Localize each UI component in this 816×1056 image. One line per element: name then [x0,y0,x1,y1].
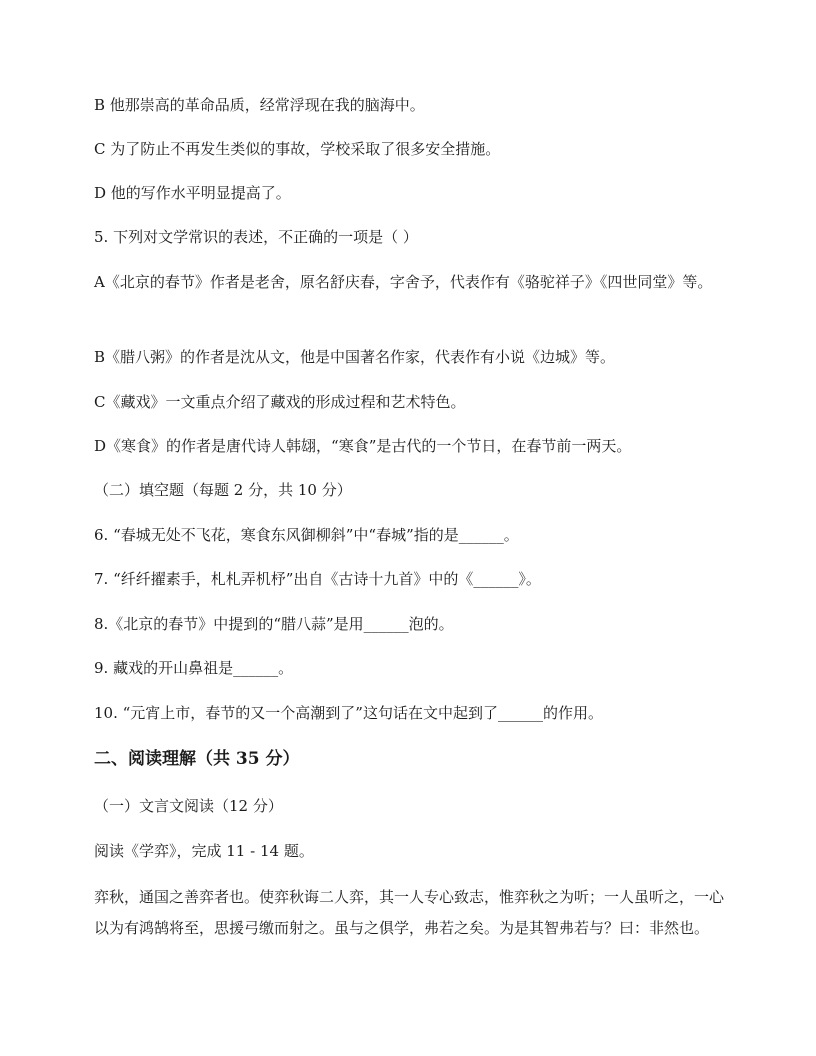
question-5: 5. 下列对文学常识的表述，不正确的一项是（ ） [94,228,418,246]
passage-text: 弈秋，通国之善弈者也。使弈秋诲二人弈，其一人专心致志，惟弈秋之为听；一人虽听之，一心以为有鸿鹄将至，思援弓缴而射之。虽与之俱学，弗若之矣。为是其智弗若与？曰：非然也。 [94,888,725,937]
section-heading: 二、阅读理解（共 35 分） [94,749,300,769]
question-10: 10. “元宵上市，春节的又一个高潮到了”这句话在文中起到了______的作用。 [94,704,603,722]
option-d-line: D 他的写作水平明显提高了。 [94,184,291,202]
q5-option-d: D《寒食》的作者是唐代诗人韩翃，“寒食”是古代的一个节日，在春节前一两天。 [94,437,632,455]
option-b-line: B 他那崇高的革命品质，经常浮现在我的脑海中。 [94,96,425,114]
q5-option-a: A《北京的春节》作者是老舍，原名舒庆春，字舍予，代表作有《骆驼祥子》《四世同堂》等。 [94,273,713,291]
question-9: 9. 藏戏的开山鼻祖是______。 [94,659,294,677]
fill-blank-heading: （二）填空题（每题 2 分，共 10 分） [94,481,352,499]
sub-heading: （一）文言文阅读（12 分） [94,797,283,815]
question-7: 7. “纤纤擢素手，札札弄机杼”出自《古诗十九首》中的《______》。 [94,570,541,588]
option-c-line: C 为了防止不再发生类似的事故，学校采取了很多安全措施。 [94,140,501,158]
reading-instruction: 阅读《学弈》，完成 11 - 14 题。 [94,842,314,860]
q5-option-b: B《腊八粥》的作者是沈从文，他是中国著名作家，代表作有小说《边城》等。 [94,348,616,366]
question-8: 8.《北京的春节》中提到的“腊八蒜”是用______泡的。 [94,615,454,633]
question-6: 6. “春城无处不飞花，寒食东风御柳斜”中“春城”指的是______。 [94,526,519,544]
q5-option-c: C《藏戏》一文重点介绍了藏戏的形成过程和艺术特色。 [94,393,466,411]
